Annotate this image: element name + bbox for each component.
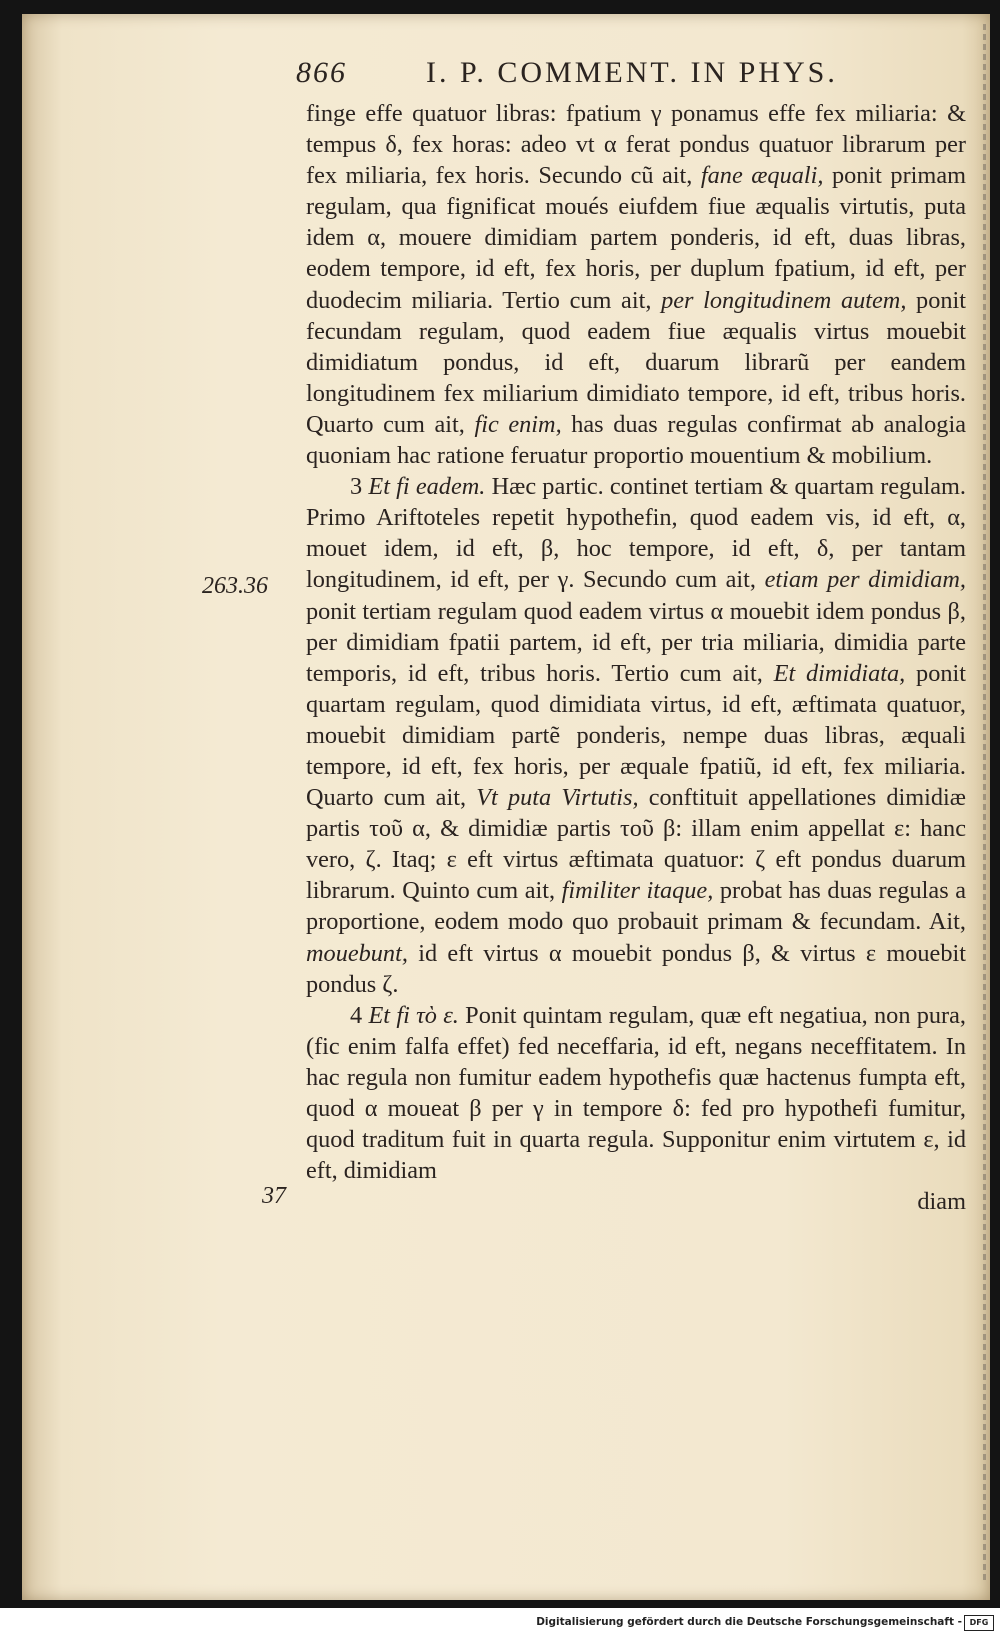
text-run: has duas regulas confirmat ab analogia quoniam hac ratione feruatur proportio mouentium & mobilium. xyxy=(306,410,966,470)
funding-credit: Digitalisierung gefördert durch die Deutsche Forschungsgemeinschaft - xyxy=(536,1616,962,1628)
text-run: ponit primam regulam, qua fignificat moués eiufdem fiue æqualis virtutis, puta idem α, mouere dimidiam partem ponderis, id eft, duas libras, eodem tempore, id eft, fex horis, per duplum fpatium, id eft, per duodecim miliaria. Tertio cum ait, xyxy=(306,162,967,314)
text-run: 4 xyxy=(350,1001,369,1029)
paragraph-4 xyxy=(306,1000,966,1187)
commentary-body xyxy=(306,98,966,1217)
text-run: ponit tertiam regulam quod eadem virtus α mouebit idem pondus β, per dimidiam fpatii partem, id eft, per tria miliaria, dimidia parte temporis, id eft, tribus horis. Tertio cum ait, xyxy=(306,597,966,687)
running-header xyxy=(296,56,876,96)
catchword: diam xyxy=(917,1188,966,1216)
paragraph-continuation xyxy=(306,98,966,471)
quoted-lemma: Et fi τὸ ε. xyxy=(368,1001,459,1029)
margin-note-reference: 263.36 xyxy=(202,573,268,599)
quoted-lemma: fane æquali, xyxy=(700,162,824,190)
text-run: probat has duas regulas a proportione, eodem modo quo probauit primam & fecundam. Ait, xyxy=(306,877,967,936)
dfg-logo-icon: DFG xyxy=(964,1615,994,1631)
running-title: I. P. COMMENT. IN PHYS. xyxy=(426,56,838,89)
quoted-lemma: fimiliter itaque, xyxy=(561,877,714,905)
text-run: Ponit quintam regulam, quæ eft negatiua, non pura, (fic enim falfa effet) fed neceffaria, id eft, negans neceffitatem. In hac regula non fumitur eadem hypothefis quæ hactenus fumpta eft, quod α moueat β per γ in tempore δ: fed pro hypothefi fumitur, quod traditum fuit in quarta regula. Supponitur enim virtutem ε, id eft, dimidiam xyxy=(306,1001,966,1185)
text-run: ponit fecundam regulam, quod eadem fiue æqualis virtus mouebit dimidiatum pondus, id eft, duarum librarũ per eandem longitudinem fex miliarium dimidiato tempore, id eft, tribus horis. Quarto cum ait, xyxy=(306,286,966,438)
digitization-footer xyxy=(0,1608,1000,1638)
margin-note-line: 37 xyxy=(262,1183,286,1209)
quoted-lemma: mouebunt, xyxy=(306,939,408,967)
quoted-lemma: Vt puta Virtutis, xyxy=(476,784,639,812)
quoted-lemma: Et fi eadem. xyxy=(368,473,486,501)
paragraph-3 xyxy=(306,471,966,1000)
text-run: ponit quartam regulam, quod dimidiata virtus, id eft, æftimata quatuor, mouebit dimidiam partẽ ponderis, nempe duas libras, æquali tempore, id eft, fex horis, per æquale fpatiũ, id eft, fex miliaria. Quarto cum ait, xyxy=(306,659,966,812)
folio-number: 866 xyxy=(296,56,347,89)
text-run: id eft virtus α mouebit pondus β, & virtus ε mouebit pondus ζ. xyxy=(306,939,966,998)
quoted-lemma: fic enim, xyxy=(474,410,562,438)
page-edge xyxy=(983,24,986,1584)
text-run: finge effe quatuor libras: fpatium γ ponamus effe fex miliaria: & tempus δ, fex horas: adeo vt α ferat pondus quatuor librarum per fex miliaria, fex horis. Secundo cũ ait, xyxy=(306,100,966,190)
text-run: conftituit appellationes dimidiæ partis τοῦ α, & dimidiæ partis τοῦ β: illam enim appellat ε: hanc vero, ζ. Itaq; ε eft virtus æftimata quatuor: ζ eft pondus duarum librarum. Quinto cum ait, xyxy=(306,784,966,905)
quoted-lemma: etiam per dimidiam, xyxy=(764,566,966,594)
quoted-lemma: Et dimidiata, xyxy=(773,659,906,687)
text-run: 3 xyxy=(350,473,369,501)
quoted-lemma: per longitudinem autem, xyxy=(661,286,907,314)
text-run: Hæc partic. continet tertiam & quartam regulam. Primo Ariftoteles repetit hypothefin, quod eadem vis, id eft, α, mouet idem, id eft, β, hoc tempore, id eft, δ, per tantam longitudinem, id eft, per γ. Secundo cum ait, xyxy=(306,473,966,594)
